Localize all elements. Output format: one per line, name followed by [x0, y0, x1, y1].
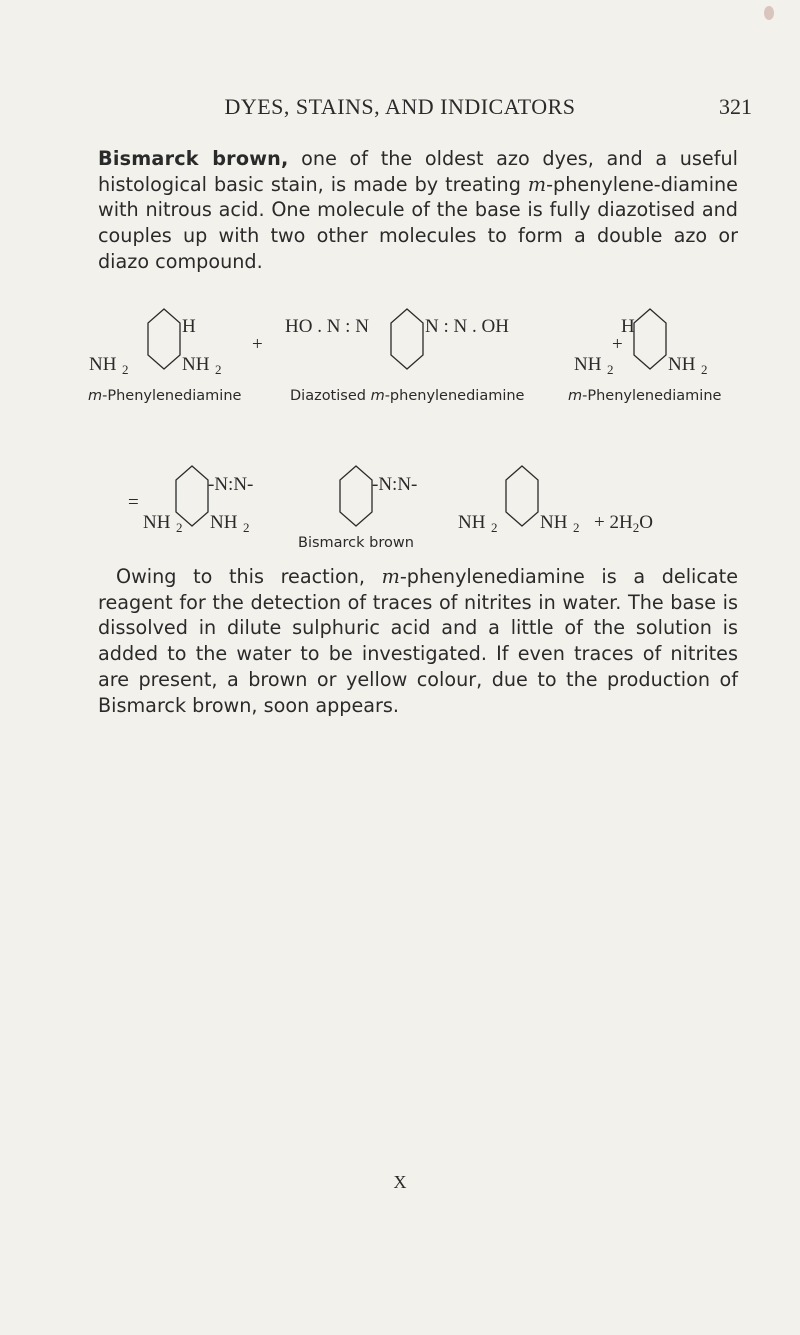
caption-right: -Phenylenediamine [582, 388, 722, 404]
page-header [0, 90, 800, 130]
water-sub: 2 [632, 520, 640, 535]
paragraph-bismarck-brown [98, 146, 738, 275]
product-nh2-1: NH [143, 512, 171, 533]
caption-right-prefix: m [568, 388, 583, 404]
page-number: 321 [719, 94, 752, 119]
plus-1: + [252, 334, 263, 355]
product-nh2-2: NH [210, 512, 238, 533]
page-mark [764, 6, 774, 20]
paragraph-nitrite-test [98, 564, 738, 718]
signature-mark: X [393, 1172, 407, 1192]
benzene-ring-1 [148, 309, 180, 369]
left-nh2-a: NH [89, 354, 117, 375]
product-caption: Bismarck brown [298, 535, 414, 551]
para2-text-a: Owing to this reaction, [116, 565, 382, 588]
azo-link-2: -N:N- [372, 474, 418, 495]
product-ring-3 [506, 466, 538, 526]
product-ring-2 [340, 466, 372, 526]
caption-mid-pre: Diazotised [290, 388, 371, 404]
running-title: DYES, STAINS, AND INDICATORS [224, 94, 576, 119]
meta-prefix-2: m [381, 565, 400, 588]
para2-text-b: -phenylenediamine is a delicate reagent for the detection of traces of nitrites in water. The base is dissolved in dilute sulphuric acid and a little of the solution is added to the water to be investigated. If even traces of nitrites are present, a brown or yellow colour, due to the production of Bismarck brown, soon appears. [98, 565, 738, 717]
benzene-ring-2 [391, 309, 423, 369]
water-o: O [639, 512, 653, 533]
right-sub-a: 2 [607, 362, 614, 377]
product-nh2-3: NH [458, 512, 486, 533]
product-sub-1: 2 [176, 520, 183, 535]
svg-text:+ 2H2O [594, 512, 653, 535]
product-sub-2: 2 [243, 520, 250, 535]
product-sub-4: 2 [573, 520, 580, 535]
caption-left-prefix: m [88, 388, 103, 404]
left-h: H [182, 316, 196, 337]
svg-text:m-Phenylenediamine [568, 388, 722, 404]
svg-text:m-Phenylenediamine [88, 388, 242, 404]
caption-mid-prefix: m [370, 388, 385, 404]
product-nh2-4: NH [540, 512, 568, 533]
product-ring-1 [176, 466, 208, 526]
left-sub-b: 2 [215, 362, 222, 377]
water-term: + 2H [594, 512, 633, 533]
right-h: H [621, 316, 635, 337]
azo-link-1: -N:N- [208, 474, 254, 495]
diazo-right-group: N : N . OH [425, 316, 509, 337]
meta-prefix: m [527, 172, 547, 196]
right-sub-b: 2 [701, 362, 708, 377]
para1-text-b: -phenylene-diamine with nitrous acid. One molecule of the base is fully diazotised and couples up with two other molecules to form a double azo or diazo compound. [98, 172, 738, 273]
benzene-ring-3 [634, 309, 666, 369]
lead-term: Bismarck brown, [98, 147, 289, 170]
reaction-scheme [0, 300, 800, 560]
para1-text-a: one of the oldest azo dyes, and a useful histological basic stain, is made by treating [98, 147, 738, 196]
plus-2: + [612, 334, 623, 355]
right-nh2-b: NH [668, 354, 696, 375]
right-nh2-a: NH [574, 354, 602, 375]
equals-sign: = [128, 492, 139, 513]
caption-mid: -phenylenediamine [384, 388, 525, 404]
product-sub-3: 2 [491, 520, 498, 535]
left-nh2-b: NH [182, 354, 210, 375]
reaction-diagram [0, 300, 800, 560]
diazo-left-group: HO . N : N [285, 316, 369, 337]
left-sub-a: 2 [122, 362, 129, 377]
svg-text:Diazotised m-phenylenediamine [290, 388, 525, 404]
caption-left: -Phenylenediamine [102, 388, 242, 404]
